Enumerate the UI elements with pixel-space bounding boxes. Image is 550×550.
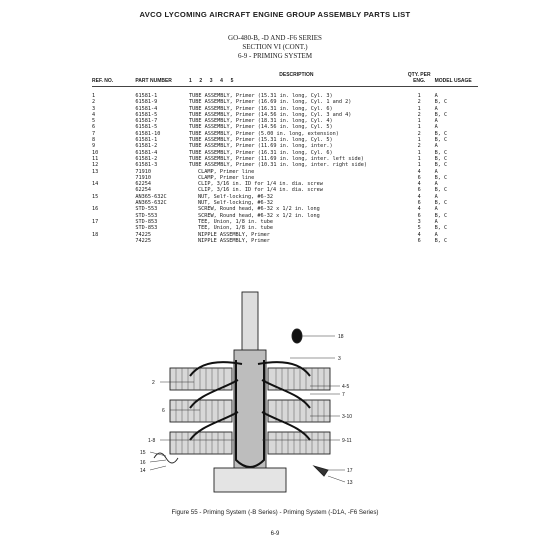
qty-cell: 5	[417, 225, 421, 232]
part-number-cell: 71910	[135, 168, 151, 175]
callout-4-5: 4-5	[342, 384, 350, 390]
qty-cell: 6	[417, 237, 421, 244]
qty-cell: 2	[417, 99, 421, 106]
ref-cell: 7	[92, 130, 96, 137]
ref-cell: 3	[92, 105, 96, 112]
section-heading: SECTION VI (CONT.)	[242, 43, 308, 51]
description-text: TUBE ASSEMBLY, Primer (16.69 in. long, Cyl. 1 and 2)	[189, 99, 352, 106]
part-number-cell: 61581-4	[135, 149, 158, 156]
part-number-cell: 61581-4	[135, 105, 158, 112]
usage-cell: B, C	[434, 155, 448, 162]
usage-cell: A	[434, 93, 438, 99]
part-number-cell: 62254	[135, 181, 151, 188]
usage-cell: A	[434, 105, 438, 112]
description-text: TUBE ASSEMBLY, Primer (18.31 in. long, Cyl. 4)	[189, 118, 333, 125]
qty-cell: 1	[417, 105, 421, 112]
accessory-housing	[214, 468, 286, 492]
usage-cell: A	[434, 181, 438, 188]
qty-cell: 6	[417, 187, 421, 194]
callout-9-11: 9-11	[342, 438, 352, 444]
ref-cell: 18	[92, 231, 99, 238]
usage-cell: A	[434, 118, 438, 125]
ref-cell: 13	[92, 168, 99, 175]
part-number-cell: STD-853	[135, 218, 158, 225]
part-number-cell: 61581-1	[135, 137, 158, 144]
usage-cell: B, C	[434, 99, 448, 106]
col-header-ref: REF. NO.	[92, 72, 135, 87]
part-number-cell: STD-553	[135, 206, 158, 213]
description-text: TEE, Union, 1/8 in. tube	[198, 225, 273, 232]
ref-cell: 15	[92, 193, 99, 200]
part-number-cell: 61581-9	[135, 99, 158, 106]
part-number-cell: 62254	[135, 187, 151, 194]
usage-cell: B, C	[434, 111, 448, 118]
description-text: TUBE ASSEMBLY, Primer (11.69 in. long, inter. left side)	[189, 155, 364, 162]
col-header-usage: MODEL USAGE	[435, 72, 478, 87]
usage-cell: B, C	[434, 137, 448, 144]
qty-cell: 4	[417, 231, 421, 238]
part-number-cell: 74225	[135, 231, 151, 238]
usage-cell: A	[434, 231, 438, 238]
indent-marker: 5	[230, 78, 234, 84]
qty-cell: 1	[417, 155, 421, 162]
callout-13: 13	[347, 480, 353, 486]
priming-system-illustration	[130, 290, 370, 505]
subsection-heading: 6-9 - PRIMING SYSTEM	[237, 52, 313, 60]
description-text: NIPPLE ASSEMBLY, Primer	[198, 231, 270, 238]
ref-cell: 4	[92, 111, 96, 118]
description-text: NUT, Self-locking, #6-32	[198, 200, 273, 207]
usage-cell: A	[434, 193, 438, 200]
ref-cell: 6	[92, 124, 96, 131]
table-row	[92, 87, 478, 100]
ref-cell: 10	[92, 149, 99, 156]
usage-cell: B, C	[434, 237, 448, 244]
nipple-detail	[292, 329, 302, 343]
callout-3-10: 3-10	[342, 414, 353, 420]
qty-cell: 6	[417, 200, 421, 207]
table-row	[92, 187, 478, 193]
table-row	[92, 213, 478, 219]
ref-cell: 14	[92, 181, 99, 188]
ref-cell: 2	[92, 99, 96, 106]
col-header-qty: QTY. PER ENG.	[406, 72, 435, 87]
qty-cell: 4	[417, 181, 421, 188]
usage-cell: B, C	[434, 225, 448, 232]
ref-cell	[92, 238, 135, 244]
part-number-cell: 61581-1	[135, 93, 158, 99]
description-text: CLIP, 3/16 in. ID for 1/4 in. dia. screw	[198, 187, 323, 194]
crankcase-body	[234, 350, 266, 470]
indent-marker: 3	[209, 78, 213, 84]
qty-cell: 2	[417, 111, 421, 118]
description-text: TUBE ASSEMBLY, Primer (15.31 in. long, Cyl. 3)	[189, 93, 333, 99]
qty-cell: 6	[417, 212, 421, 219]
part-number-cell: STD-853	[135, 225, 158, 232]
description-text: SCREW, Round head, #6-32 x 1/2 in. long	[198, 212, 320, 219]
qty-cell: 1	[417, 118, 421, 125]
ref-cell: 8	[92, 137, 96, 144]
usage-cell: A	[434, 143, 438, 150]
description-text: TUBE ASSEMBLY, Primer (10.31 in. long, inter. right side)	[189, 162, 368, 169]
callout-2: 2	[152, 380, 155, 386]
qty-cell: 2	[417, 130, 421, 137]
description-text: TUBE ASSEMBLY, Primer (14.56 in. long, Cyl. 5)	[189, 124, 333, 131]
callout-1-8: 1-8	[148, 438, 156, 444]
description-text: TUBE ASSEMBLY, Primer (15.31 in. long, Cyl. 5)	[189, 137, 333, 144]
qty-cell: 4	[417, 168, 421, 175]
usage-cell: B, C	[434, 200, 448, 207]
description-text: NUT, Self-locking, #6-32	[198, 193, 273, 200]
qty-cell: 3	[417, 218, 421, 225]
parts-table	[92, 72, 478, 244]
series-heading: GO-480-B, -D AND -F6 SERIES	[228, 34, 322, 42]
ref-cell: 11	[92, 155, 99, 162]
qty-cell: 4	[417, 193, 421, 200]
qty-cell: 1	[417, 137, 421, 144]
indent-level-markers	[189, 78, 404, 84]
description-text: CLAMP, Primer line	[198, 174, 255, 181]
indent-marker: 2	[199, 78, 203, 84]
figure-caption: Figure 55 - Priming System (-B Series) - Priming System (-D1A, -F6 Series)	[171, 509, 379, 516]
table-header-row	[92, 72, 478, 87]
clamp-detail-left	[154, 453, 178, 463]
description-text: TUBE ASSEMBLY, Primer (16.31 in. long, Cyl. 6)	[189, 105, 333, 112]
description-cell	[189, 87, 406, 100]
qty-cell: 1	[417, 93, 421, 99]
part-number-cell: 71910	[135, 174, 151, 181]
description-text: TUBE ASSEMBLY, Primer (16.31 in. long, Cyl. 6)	[189, 149, 333, 156]
part-number-cell: AN365-632C	[135, 200, 167, 207]
part-number-cell: 61581-2	[135, 143, 158, 150]
usage-cell: A	[434, 168, 438, 175]
usage-cell: A	[434, 206, 438, 213]
part-number-cell: 61581-3	[135, 162, 158, 169]
description-text: CLAMP, Primer line	[198, 168, 255, 175]
qty-cell: 4	[417, 206, 421, 213]
ref-cell: 1	[92, 93, 96, 99]
description-text: TUBE ASSEMBLY, Primer (11.69 in. long, inter.)	[189, 143, 333, 150]
part-number-cell: 61581-5	[135, 124, 158, 131]
col-header-part: PART NUMBER	[135, 72, 189, 87]
part-number-cell: 61581-10	[135, 130, 161, 137]
description-text: CLIP, 3/16 in. ID for 1/4 in. dia. screw	[198, 181, 323, 188]
callout-3: 3	[338, 356, 341, 362]
crankshaft-shape	[242, 292, 258, 352]
parts-table-body	[92, 87, 478, 245]
callout-7: 7	[342, 392, 345, 398]
usage-cell: A	[434, 124, 438, 131]
usage-cell: B, C	[434, 130, 448, 137]
table-row	[92, 162, 478, 168]
part-number-cell: 61581-5	[135, 111, 158, 118]
description-text: TEE, Union, 1/8 in. tube	[198, 218, 273, 225]
part-number-cell: AN365-632C	[135, 193, 167, 200]
page-number: 6-9	[270, 531, 280, 537]
qty-cell: 1	[417, 149, 421, 156]
usage-cell: A	[434, 218, 438, 225]
description-header-label: DESCRIPTION	[279, 72, 314, 78]
clamp-detail-right	[314, 466, 328, 476]
callout-16: 16	[140, 460, 146, 466]
part-number-cell: 61581-2	[135, 155, 158, 162]
usage-cell: B, C	[434, 174, 448, 181]
ref-cell: 16	[92, 206, 99, 213]
callout-18: 18	[338, 334, 344, 340]
description-text: NIPPLE ASSEMBLY, Primer	[198, 237, 270, 244]
document-title: AVCO LYCOMING AIRCRAFT ENGINE GROUP ASSEMBLY PARTS LIST	[139, 10, 411, 19]
part-number-cell: STD-553	[135, 212, 158, 219]
callout-17: 17	[347, 468, 353, 474]
ref-cell: 17	[92, 218, 99, 225]
usage-cell: B, C	[434, 187, 448, 194]
description-text: TUBE ASSEMBLY, Primer (14.56 in. long, Cyl. 3 and 4)	[189, 111, 352, 118]
qty-cell: 2	[417, 143, 421, 150]
callout-14: 14	[140, 468, 146, 474]
qty-cell: 1	[417, 162, 421, 169]
table-row	[92, 238, 478, 244]
callout-15: 15	[140, 450, 146, 456]
callout-6: 6	[162, 408, 165, 414]
ref-cell: 9	[92, 143, 96, 150]
description-text: TUBE ASSEMBLY, Primer (5.00 in. long, extension)	[189, 130, 339, 137]
usage-cell: B, C	[434, 162, 448, 169]
indent-marker: 4	[220, 78, 223, 84]
usage-cell: B, C	[434, 149, 448, 156]
description-text: SCREW, Round head, #6-32 x 1/2 in. long	[198, 206, 320, 213]
description-cell	[189, 238, 406, 244]
indent-marker: 1	[189, 78, 192, 84]
qty-cell: 6	[417, 174, 421, 181]
qty-cell: 1	[417, 124, 421, 131]
ref-cell: 5	[92, 118, 96, 125]
ref-cell: 12	[92, 162, 99, 169]
part-number-cell: 61581-7	[135, 118, 158, 125]
usage-cell: B, C	[434, 212, 448, 219]
col-header-description	[189, 72, 406, 87]
part-number-cell: 74225	[135, 237, 151, 244]
